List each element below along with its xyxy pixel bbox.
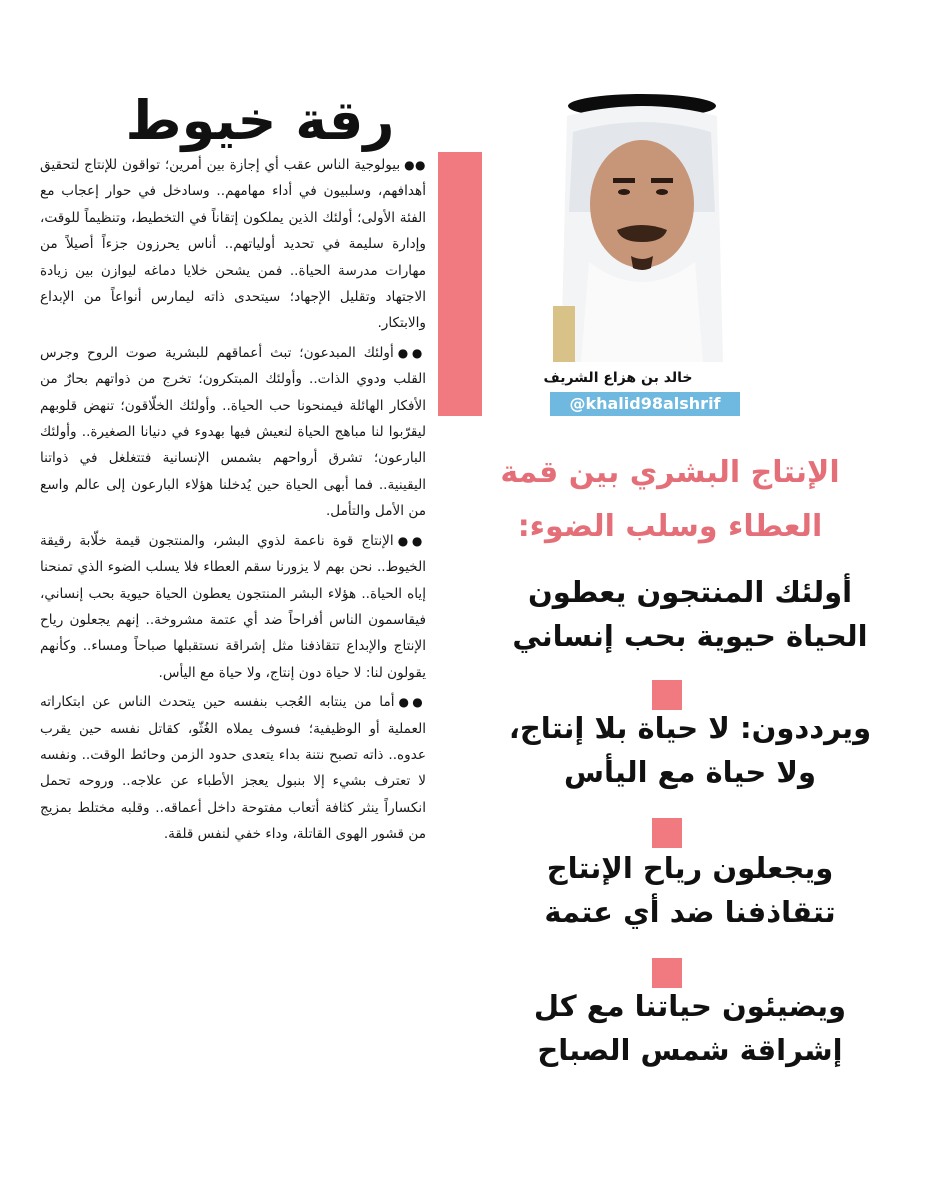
pull-quote: ويضيئون حياتنا مع كل إشراقة شمس الصباح — [533, 989, 847, 1067]
headline: الإنتاج البشري بين قمة العطاء وسلب الضوء: — [500, 455, 840, 544]
square-divider-icon — [652, 818, 682, 848]
bullet-icon: ●● — [404, 158, 426, 172]
author-name: خالد بن هزاع الشريف — [543, 370, 693, 386]
article-paragraph: ●●بيولوجية الناس عقب أي إجازة بين أمرين؛ تواقون للإنتاج لتحقيق أهدافهم، وسلبيون في أداء مهامهم.. وسادخل في حوار إعجاب مع الفئة الأولى؛ أولئك الذين يملكون إتقاناً في التخطيط، وتنظيماً للوقت، وإدارة سليمة في تحديد أولياتهم.. أناس يحرزون جزءاً أصيلاً من مهارات مدرسة الحياة.. فمن يشحن خلايا دماغه ليوازن بين زيادة الاجتهاد وتقليل الإجهاد؛ سيتحدى ذاته ليمارس أنواعاً من الإبداع والابتكار. — [40, 157, 426, 332]
pull-quote: أولئك المنتجون يعطون الحياة حيوية بحب إنساني — [512, 575, 868, 653]
bullet-icon: ●● — [397, 533, 426, 548]
pull-quote: ويجعلون رياح الإنتاج تتقاذفنا ضد أي عتمة — [544, 851, 836, 929]
accent-bar — [438, 152, 482, 416]
article-paragraph: ●●أما من ينتابه العُجب بنفسه حين يتحدث الناس عن ابتكاراته العملية أو الوظيفية؛ فسوف يملاه الغُثّو، كقاتل نفسه حين يقرب عدوه.. ذاته تصبح نتنة بداء يتعدى حدود الزمن وحائط الوقت.. ونفسه لا تعترف بشيء إلا بنبول يعجز الأطباء عن علاجه.. وروحه تحمل انكساراً ينثر كثافة أتعاب مفتوحة داخل أعماقه.. وقلبه مختلط بمزيج من قشور الهوى القاتلة، وداء خفي لنفس قلقة. — [40, 694, 426, 843]
author-handle[interactable]: @khalid98alshrif — [550, 392, 740, 416]
author-portrait — [553, 92, 731, 362]
author-sidebar — [490, 70, 890, 1180]
article-paragraph: ●●الإنتاج قوة ناعمة لذوي البشر، والمنتجون قيمة خلّابة رقيقة الخيوط.. نحن بهم لا يزورنا سقم العطاء فلا يسلب الضوء الذي تمنحنا إياه الحياة.. هؤلاء البشر المنتجون يعطون الحياة حيوية بحب إنساني، فيقاسمون الناس أفراحاً ضد أي عتمة مشروخة.. إنهم يجعلون رياح الإنتاج والإبداع تتقاذفنا مثل إشراقة نستقبلها صباحاً ومساء.. وكأنهم يقولون لنا: لا حياة دون إنتاج، ولا حياة مع اليأس. — [40, 532, 426, 681]
article-paragraph: ●●أولئك المبدعون؛ تبث أعماقهم للبشرية صوت الروح وجرس القلب ودوي الذات.. وأولئك المبتكرون؛ تخرج من ذواتهم بحارٌ من الأفكار الهائلة فيمنحونا حب الحياة.. وأولئك الخلّاقون؛ تنهض قلوبهم ليقرّبوا لنا مباهج الحياة لنعيش فيها بهدوء في دنيانا الصغيرة.. وأولئك البارعون؛ تشرق أرواحهم بشمس الإنسانية فتتغلغل في ذواتنا اليقينية.. فما أبهى الحياة حين يُدخلنا هؤلاء البارعون إلى عالم واسع من الأمل والتأمل. — [40, 344, 426, 520]
bullet-icon: ●● — [398, 695, 426, 710]
bullet-icon: ●● — [397, 345, 426, 360]
column-article — [40, 58, 470, 1178]
column-title: رقة خيوط — [125, 89, 395, 153]
article-body — [40, 152, 426, 851]
pull-quote: ويرددون: لا حياة بلا إنتاج، ولا حياة مع اليأس — [508, 711, 872, 789]
